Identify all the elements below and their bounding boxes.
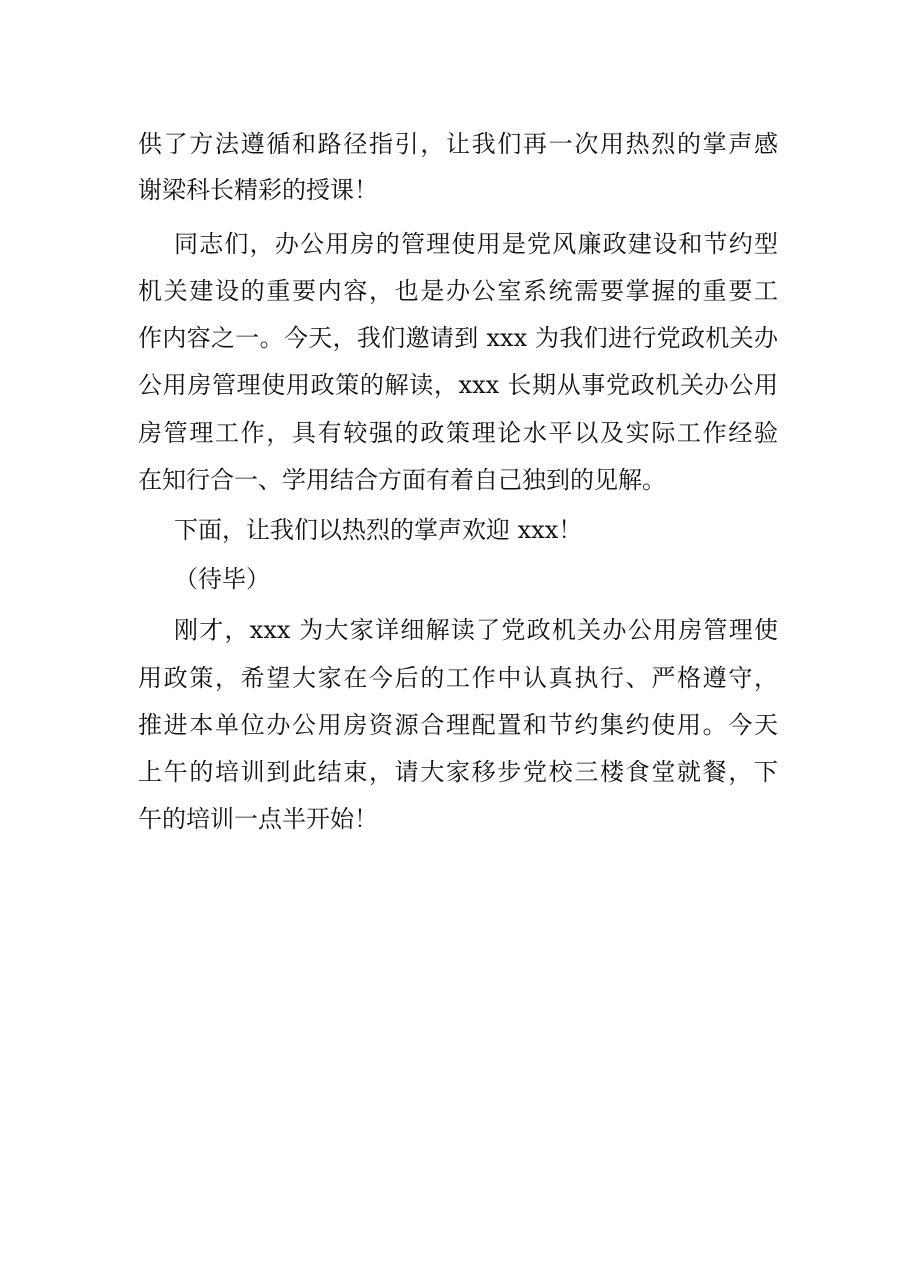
paragraph-first-line: 同志们，办公用房的管理使用是党风廉政建设和节约型 (174, 230, 778, 258)
text-line: 用政策，希望大家在今后的工作中认真执行、严格遵守， (138, 664, 778, 692)
text-line: 午的培训一点半开始！ (138, 805, 378, 833)
text-line: 谢梁科长精彩的授课！ (138, 176, 378, 204)
paragraph-first-line: 下面，让我们以热烈的掌声欢迎 xxx！ (174, 516, 583, 544)
text-line: 在知行合一、学用结合方面有着自己独到的见解。 (138, 466, 666, 494)
text-line: 上午的培训到此结束，请大家移步党校三楼食堂就餐，下 (138, 758, 778, 786)
stage-direction: （待毕） (174, 565, 270, 593)
paragraph-first-line: 刚才，xxx 为大家详细解读了党政机关办公用房管理使 (174, 616, 778, 644)
text-line: 作内容之一。今天，我们邀请到 xxx 为我们进行党政机关办 (138, 324, 778, 352)
text-line: 供了方法遵循和路径指引，让我们再一次用热烈的掌声感 (138, 130, 778, 158)
text-line: 公用房管理使用政策的解读，xxx 长期从事党政机关办公用 (138, 371, 778, 399)
text-line: 机关建设的重要内容，也是办公室系统需要掌握的重要工 (138, 277, 778, 305)
text-line: 房管理工作，具有较强的政策理论水平以及实际工作经验 (138, 419, 778, 447)
text-line: 推进本单位办公用房资源合理配置和节约集约使用。今天 (138, 711, 778, 739)
